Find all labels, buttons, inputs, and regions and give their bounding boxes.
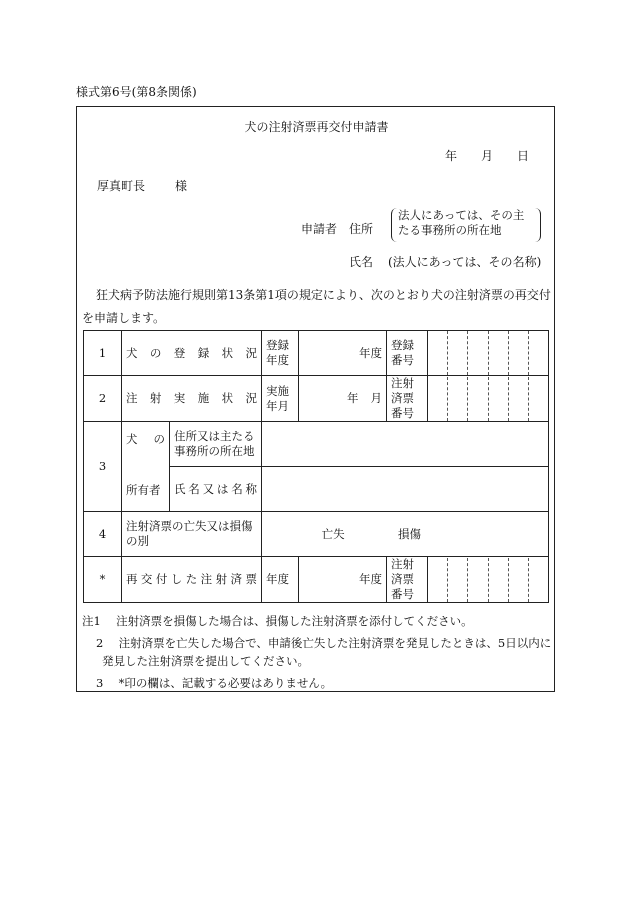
name-note: (法人にあっては、その名称) bbox=[388, 255, 542, 269]
lost-or-damaged-field[interactable] bbox=[262, 512, 549, 557]
registration-number-label: 登録番号 bbox=[387, 331, 428, 376]
document-title: 犬の注射済票再交付申請書 bbox=[244, 120, 389, 134]
row-number: 2 bbox=[84, 376, 122, 422]
registration-year-field[interactable]: 年度 bbox=[299, 331, 387, 376]
address-note: 法人にあっては、その主たる事務所の所在地 bbox=[391, 208, 541, 242]
row-label: 注射実施状況 bbox=[122, 376, 262, 422]
note-text: 注射済票を損傷した場合は、損傷した注射済票を添付してください。 bbox=[116, 614, 473, 628]
vaccination-year-unit: 年 bbox=[347, 391, 359, 405]
table-row bbox=[84, 557, 549, 603]
note-text: 注射済票を亡失した場合で、申請後亡失した注射済票を発見したときは、5日以内に bbox=[118, 636, 552, 650]
note-prefix: 2 bbox=[96, 636, 104, 650]
reissued-tag-number-label: 注射済票番号 bbox=[387, 557, 428, 603]
owner-label-bottom: 所有者 bbox=[126, 483, 161, 497]
row-label: 再交付した注射済票 bbox=[122, 557, 262, 603]
table-row bbox=[84, 376, 549, 422]
address-label: 住所 bbox=[349, 222, 374, 236]
note-item bbox=[82, 674, 552, 692]
row-label: 注射済票の亡失又は損傷の別 bbox=[122, 512, 262, 557]
row-number: * bbox=[84, 557, 122, 603]
note-item bbox=[82, 612, 552, 630]
lost-option[interactable]: 亡失 bbox=[321, 526, 345, 541]
table-row bbox=[84, 512, 549, 557]
note-prefix: 注1 bbox=[82, 614, 101, 628]
damaged-option[interactable]: 損傷 bbox=[397, 526, 421, 541]
vaccination-date-field[interactable] bbox=[299, 376, 387, 422]
owner-label-top: 犬の bbox=[126, 432, 165, 446]
registration-year-label: 登録年度 bbox=[262, 331, 299, 376]
date-month-label: 月 bbox=[481, 149, 494, 163]
date-year-label: 年 bbox=[445, 149, 458, 163]
vaccination-month-unit: 月 bbox=[370, 391, 382, 405]
note-item bbox=[82, 634, 552, 670]
row-number: 1 bbox=[84, 331, 122, 376]
applicant-label: 申請者 bbox=[301, 222, 338, 236]
note-text: *印の欄は、記載する必要はありません。 bbox=[118, 676, 333, 690]
row-number: 3 bbox=[84, 422, 122, 512]
application-form bbox=[76, 106, 555, 692]
registration-number-field[interactable] bbox=[428, 331, 549, 376]
tag-number-label: 注射済票番号 bbox=[387, 376, 428, 422]
owner-name-label: 氏名又は名称 bbox=[170, 467, 262, 512]
application-statement: 狂犬病予防法施行規則第13条第1項の規定により、次のとおり犬の注射済票の再交付を申請します。 bbox=[82, 288, 551, 325]
reissued-tag-number-field[interactable] bbox=[428, 557, 549, 603]
reissued-year-label: 年度 bbox=[262, 557, 299, 603]
application-table bbox=[83, 330, 549, 603]
owner-address-label: 住所又は主たる事務所の所在地 bbox=[170, 422, 262, 467]
note-prefix: 3 bbox=[96, 676, 104, 690]
row-number: 4 bbox=[84, 512, 122, 557]
addressee: 厚真町長 bbox=[97, 179, 146, 193]
name-label: 氏名 bbox=[349, 255, 374, 269]
note-text-continued: 発見した注射済票を提出してください。 bbox=[102, 654, 309, 668]
owner-address-field[interactable] bbox=[262, 422, 549, 467]
vaccination-date-label: 実施年月 bbox=[262, 376, 299, 422]
form-number-label: 様式第6号(第8条関係) bbox=[76, 85, 197, 99]
reissued-year-field[interactable]: 年度 bbox=[299, 557, 387, 603]
notes-section bbox=[82, 612, 552, 692]
addressee-honorific: 様 bbox=[175, 179, 188, 193]
date-day-label: 日 bbox=[517, 149, 530, 163]
table-row bbox=[84, 422, 549, 467]
row-label: 犬の登録状況 bbox=[122, 331, 262, 376]
table-row bbox=[84, 331, 549, 376]
tag-number-field[interactable] bbox=[428, 376, 549, 422]
owner-label bbox=[122, 422, 170, 512]
owner-name-field[interactable] bbox=[262, 467, 549, 512]
